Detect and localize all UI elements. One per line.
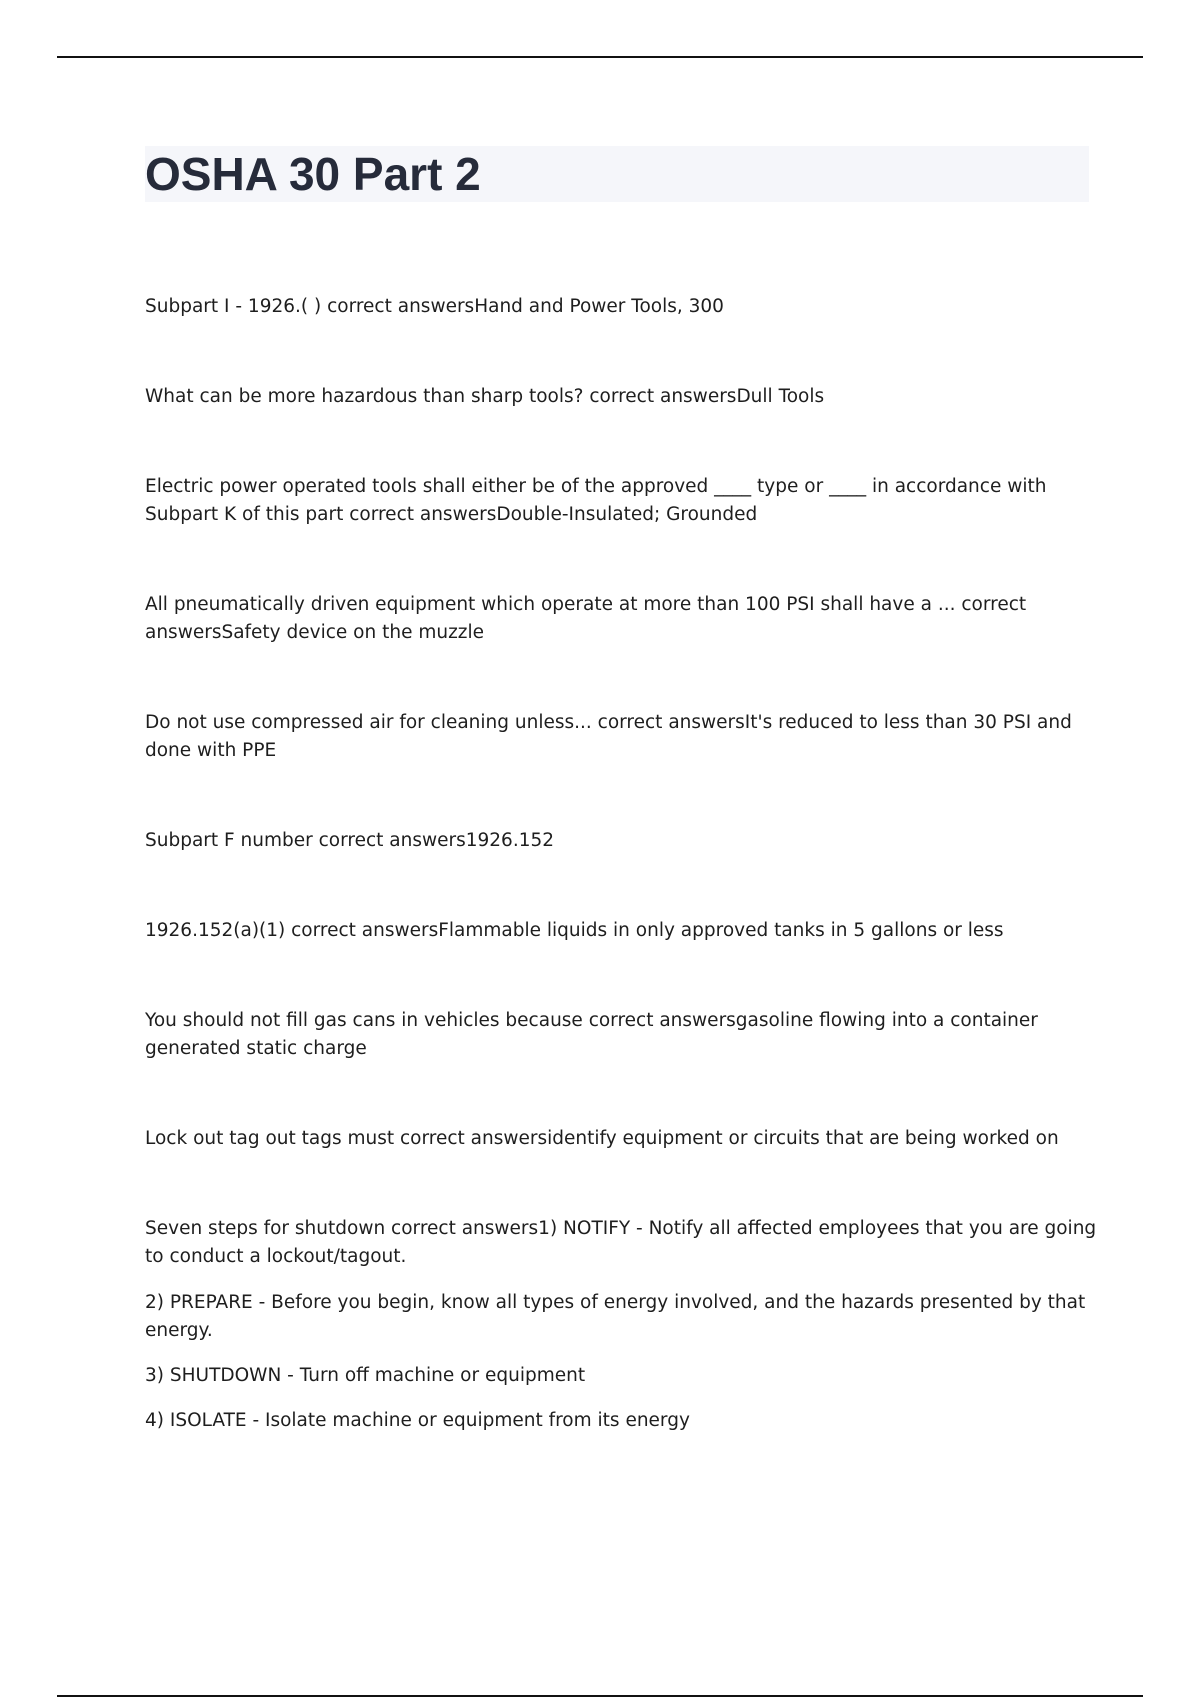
qa-item: Lock out tag out tags must correct answersidentify equipment or circuits that are being worked on — [145, 1128, 1059, 1149]
qa-item: All pneumatically driven equipment which operate at more than 100 PSI shall have a ... correct answersSafety device on the muzzle — [145, 594, 1027, 643]
document-body — [145, 293, 1105, 1452]
footer-rule — [57, 1695, 1143, 1697]
shutdown-step: 4) ISOLATE - Isolate machine or equipment from its energy — [145, 1410, 690, 1431]
qa-item: You should not fill gas cans in vehicles because correct answersgasoline flowing into a container generated static charge — [145, 1010, 1038, 1059]
page-title: OSHA 30 Part 2 — [145, 148, 481, 200]
qa-item: Electric power operated tools shall either be of the approved ____ type or ____ in accordance with Subpart K of this part correct answersDouble-Insulated; Grounded — [145, 476, 1047, 525]
shutdown-step: 2) PREPARE - Before you begin, know all types of energy involved, and the hazards presented by that energy. — [145, 1292, 1086, 1341]
qa-item: Seven steps for shutdown correct answers1) NOTIFY - Notify all affected employees that you are going to conduct a lockout/tagout. — [145, 1218, 1097, 1267]
qa-item: 1926.152(a)(1) correct answersFlammable liquids in only approved tanks in 5 gallons or less — [145, 920, 1004, 941]
shutdown-step: 3) SHUTDOWN - Turn off machine or equipment — [145, 1365, 586, 1386]
qa-item: What can be more hazardous than sharp tools? correct answersDull Tools — [145, 386, 825, 407]
qa-item: Do not use compressed air for cleaning unless... correct answersIt's reduced to less than 30 PSI and done with PPE — [145, 712, 1072, 761]
header-rule — [57, 56, 1143, 58]
qa-item: Subpart I - 1926.( ) correct answersHand and Power Tools, 300 — [145, 296, 724, 317]
qa-item: Subpart F number correct answers1926.152 — [145, 830, 555, 851]
